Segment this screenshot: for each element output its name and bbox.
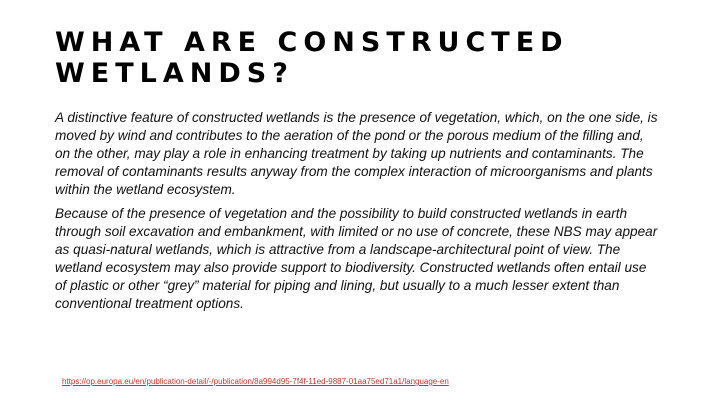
slide-body: [55, 109, 661, 319]
slide-title: WHAT ARE CONSTRUCTED WETLANDS?: [55, 27, 569, 89]
paragraph-vegetation: A distinctive feature of constructed wetlands is the presence of vegetation, which, on the one side, is moved by wind and contributes to the aeration of the pond or the porous medium of the filling and, on the other, may play a role in enhancing treatment by taking up nutrients and contaminants. The removal of contaminants results anyway from the complex interaction of microorganisms and plants within the wetland ecosystem.: [55, 110, 658, 197]
paragraph-quasi-natural: Because of the presence of vegetation and the possibility to build constructed wetlands in earth through soil excavation and embankment, with limited or no use of concrete, these NBS may appear as quasi-natural wetlands, which is attractive from a landscape-architectural point of view. The wetland ecosystem may also provide support to biodiversity. Constructed wetlands often entail use of plastic or other “grey” material for piping and lining, but usually to a much lesser extent than conventional treatment options.: [55, 206, 658, 311]
source-link[interactable]: https://op.europa.eu/en/publication-detail/-/publication/8a994d95-7f4f-11ed-9887-01aa75ed71a1/language-en: [62, 377, 449, 386]
